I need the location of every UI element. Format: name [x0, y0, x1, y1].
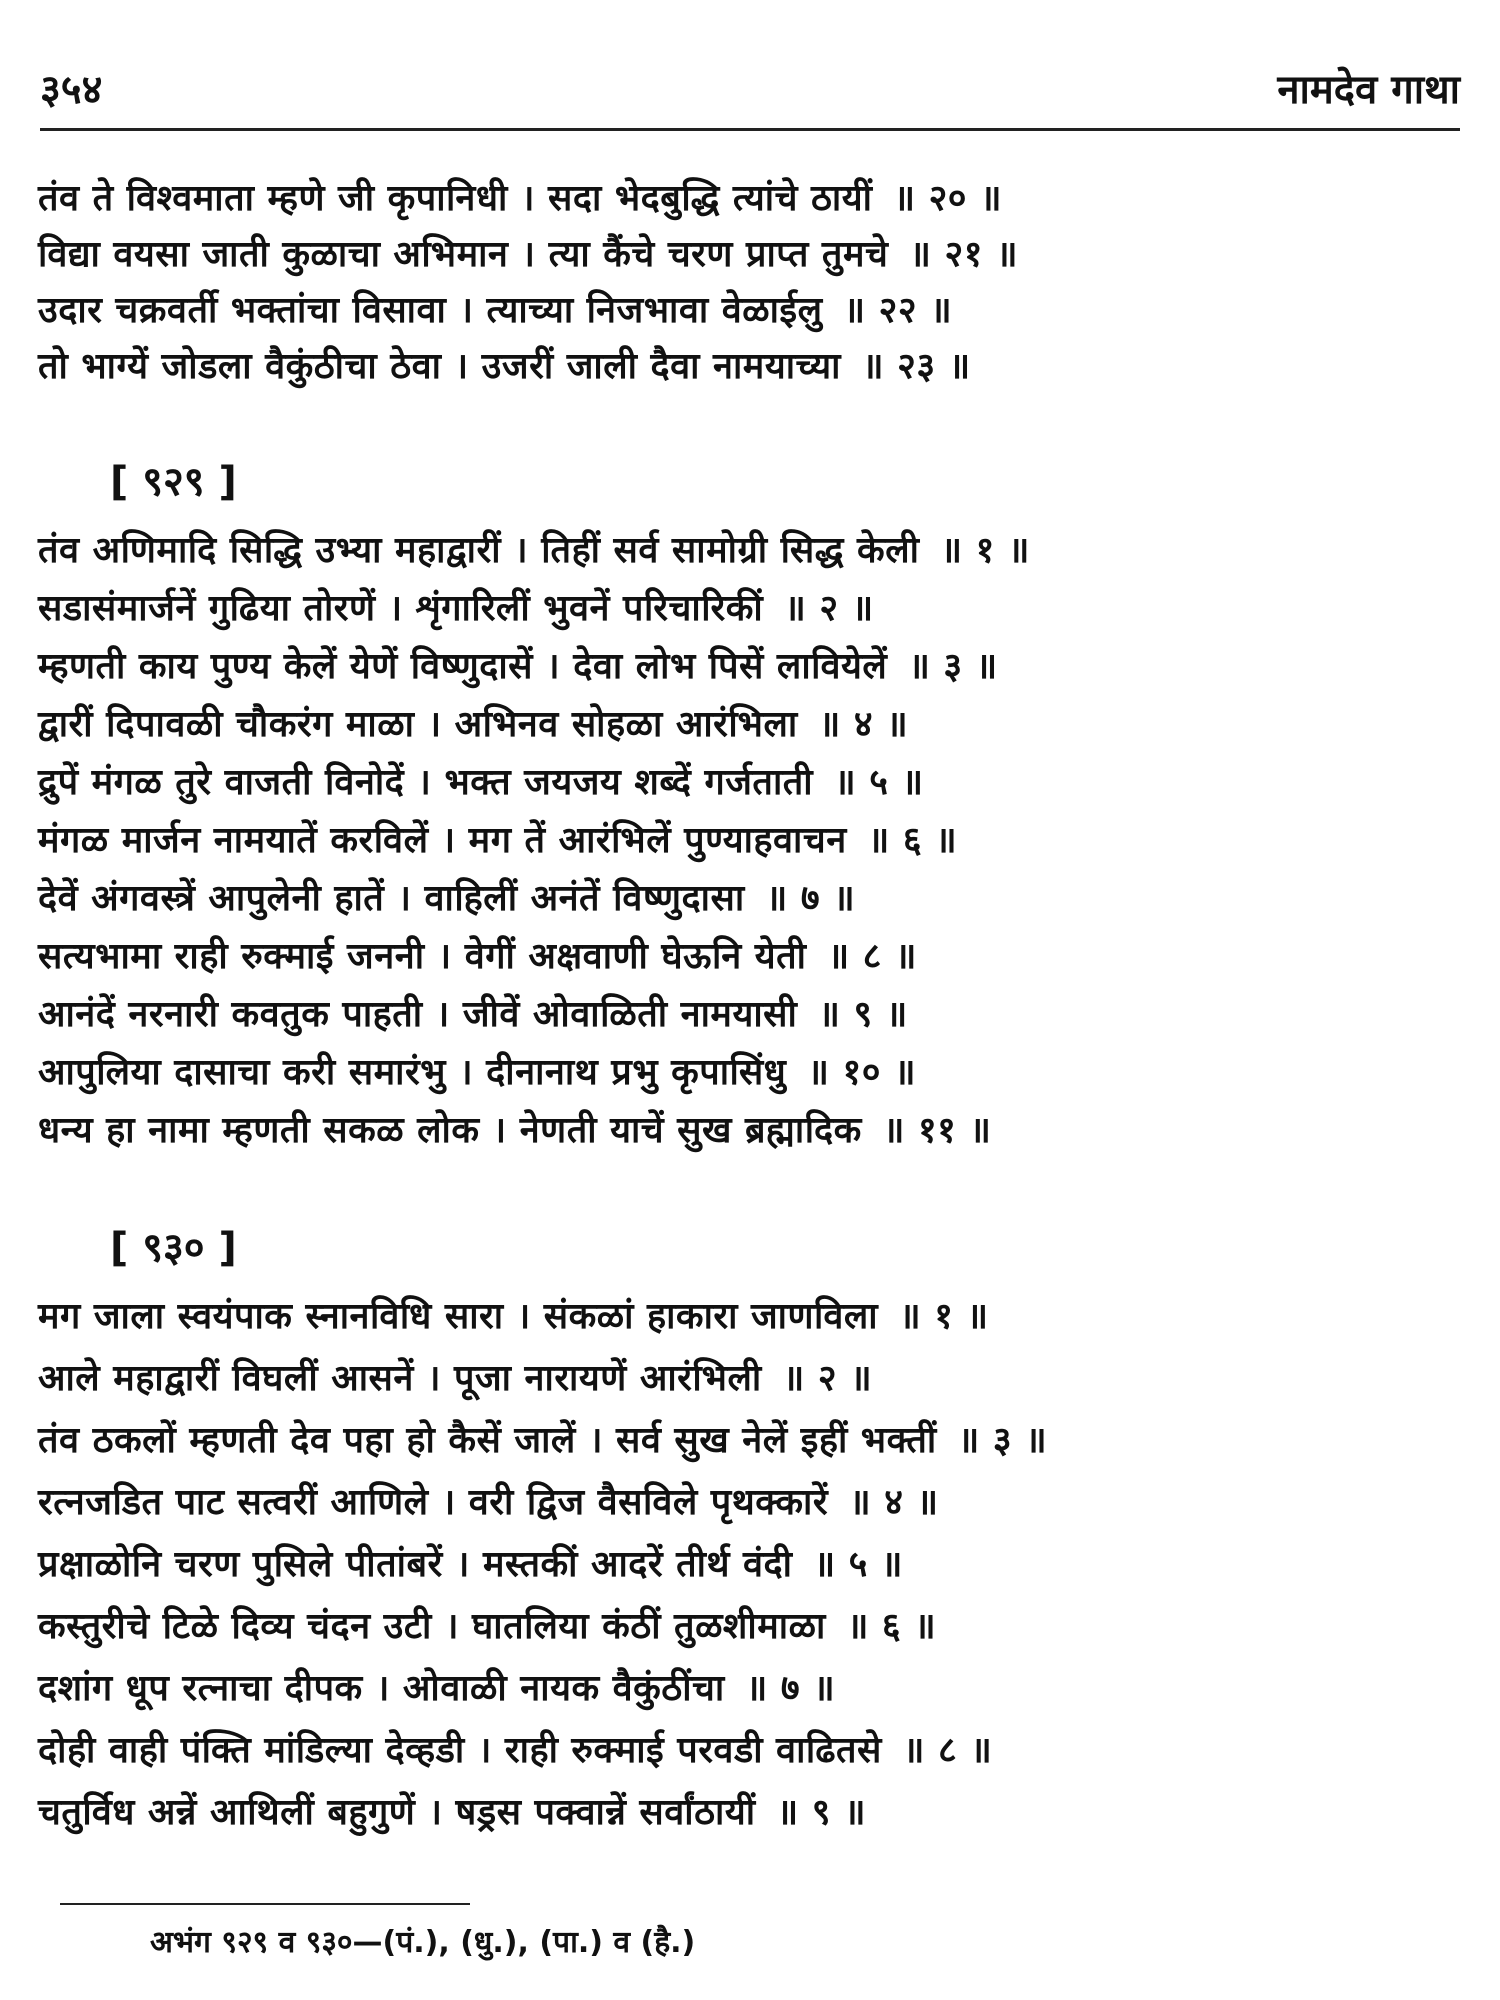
verse-line: सत्यभामा राही रुक्माई जननी । वेगीं अक्षवाणी घेऊनि येती ॥ ८ ॥ [38, 936, 917, 977]
verse-line: द्वारीं दिपावळी चौकरंग माळा । अभिनव सोहळा आरंभिला ॥ ४ ॥ [38, 704, 909, 745]
verse-line: दोही वाही पंक्ति मांडिल्या देव्हडी । राही रुक्माई परवडी वाढितसे ॥ ८ ॥ [38, 1730, 993, 1771]
section-heading-930: [ ९३० ] [110, 1225, 237, 1271]
verse-line: सडासंमार्जनें गुढिया तोरणें । शृंगारिलीं भुवनें परिचारिकीं ॥ २ ॥ [38, 588, 874, 629]
verse-line: तंव ठकलों म्हणती देव पहा हो कैसें जालें । सर्व सुख नेलें इहीं भक्तीं ॥ ३ ॥ [38, 1420, 1048, 1461]
verse-line: दशांग धूप रत्नाचा दीपक । ओवाळी नायक वैकुंठींचा ॥ ७ ॥ [38, 1668, 836, 1709]
verse-line: मग जाला स्वयंपाक स्नानविधि सारा । संकळां हाकारा जाणविला ॥ १ ॥ [38, 1296, 989, 1337]
verse-line: चतुर्विध अन्नें आथिलीं बहुगुणें । षड्रस पक्वान्नें सर्वांठायीं ॥ ९ ॥ [38, 1792, 867, 1833]
verse-line: म्हणती काय पुण्य केलें येणें विष्णुदासें । देवा लोभ पिसें लावियेलें ॥ ३ ॥ [38, 646, 998, 687]
page-number: ३५४ [40, 67, 103, 113]
header-rule [40, 128, 1460, 131]
verse-line: मंगळ मार्जन नामयातें करविलें । मग तें आरंभिलें पुण्याहवाचन ॥ ६ ॥ [38, 820, 958, 861]
verse-line: रत्नजडित पाट सत्वरीं आणिले । वरी द्विज वैसविले पृथक्कारें ॥ ४ ॥ [38, 1482, 939, 1523]
verse-line: आनंदें नरनारी कवतुक पाहती । जीवें ओवाळिती नामयासी ॥ ९ ॥ [38, 994, 908, 1035]
verse-line: विद्या वयसा जाती कुळाचा अभिमान । त्या कैंचे चरण प्राप्त तुमचे ॥ २१ ॥ [38, 234, 1019, 275]
verse-line: धन्य हा नामा म्हणती सकळ लोक । नेणती याचें सुख ब्रह्मादिक ॥ ११ ॥ [38, 1110, 992, 1151]
section-heading-929: [ ९२९ ] [110, 459, 237, 505]
verse-line: तंव अणिमादि सिद्धि उभ्या महाद्वारीं । तिहीं सर्व सामोग्री सिद्ध केली ॥ १ ॥ [38, 530, 1030, 571]
footnote: अभंग ९२९ व ९३०—(पं.), (धु.), (पा.) व (है.) [150, 1925, 696, 1960]
verse-line: कस्तुरीचे टिळे दिव्य चंदन उटी । घातलिया कंठीं तुळशीमाळा ॥ ६ ॥ [38, 1606, 937, 1647]
verse-line: तो भाग्यें जोडला वैकुंठीचा ठेवा । उजरीं जाली दैवा नामयाच्या ॥ २३ ॥ [38, 346, 971, 387]
verse-line: उदार चक्रवर्ती भक्तांचा विसावा । त्याच्या निजभावा वेळाईलु ॥ २२ ॥ [38, 290, 953, 331]
verse-line: आले महाद्वारीं विघलीं आसनें । पूजा नारायणें आरंभिली ॥ २ ॥ [38, 1358, 873, 1399]
running-title: नामदेव गाथा [1277, 67, 1460, 113]
verse-line: द्रुपें मंगळ तुरे वाजती विनोदें । भक्त जयजय शब्दें गर्जताती ॥ ५ ॥ [38, 762, 924, 803]
verse-line: प्रक्षाळोनि चरण पुसिले पीतांबरें । मस्तकीं आदरें तीर्थ वंदी ॥ ५ ॥ [38, 1544, 903, 1585]
verse-line: आपुलिया दासाचा करी समारंभु । दीनानाथ प्रभु कृपासिंधु ॥ १० ॥ [38, 1052, 917, 1093]
verse-line: तंव ते विश्वमाता म्हणे जी कृपानिधी । सदा भेदबुद्धि त्यांचे ठायीं ॥ २० ॥ [38, 178, 1003, 219]
verse-line: देवें अंगवस्त्रें आपुलेनी हातें । वाहिलीं अनंतें विष्णुदासा ॥ ७ ॥ [38, 878, 856, 919]
footnote-rule [60, 1903, 470, 1905]
page-header [40, 60, 1460, 120]
